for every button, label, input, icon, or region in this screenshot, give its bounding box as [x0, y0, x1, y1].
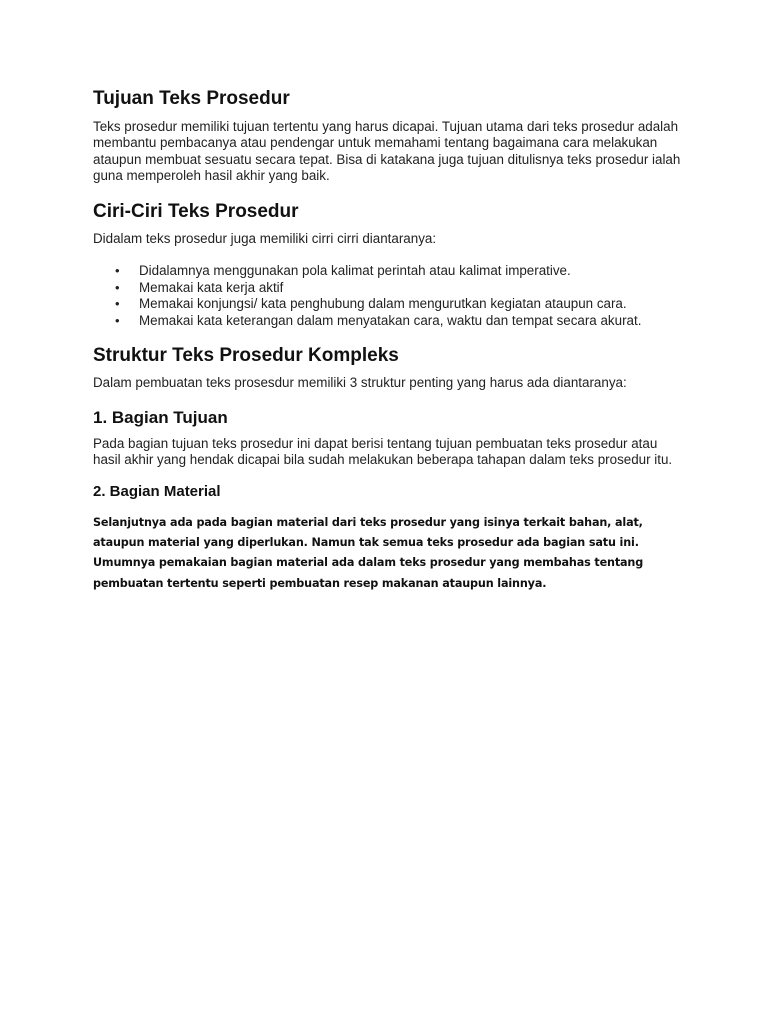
- paragraph-bagian-tujuan: Pada bagian tujuan teks prosedur ini dapat berisi tentang tujuan pembuatan teks prosedur atau hasil akhir yang hendak dicapai bila sudah melakukan beberapa tahapan dalam teks prosedur itu.: [93, 435, 673, 468]
- list-item: • Memakai konjungsi/ kata penghubung dalam mengurutkan kegiatan ataupun cara.: [139, 296, 683, 313]
- list-item: • Didalamnya menggunakan pola kalimat perintah atau kalimat imperative.: [139, 263, 683, 280]
- paragraph-struktur: Dalam pembuatan teks prosesdur memiliki 3 struktur penting yang harus ada diantaranya:: [93, 375, 627, 391]
- heading-bagian-material: 2. Bagian Material: [93, 482, 221, 500]
- heading-bagian-tujuan: 1. Bagian Tujuan: [93, 407, 228, 427]
- list-item: • Memakai kata keterangan dalam menyatakan cara, waktu dan tempat secara akurat.: [139, 313, 683, 330]
- paragraph-ciri-intro: Didalam teks prosedur juga memiliki cirri cirri diantaranya:: [93, 230, 437, 246]
- paragraph-bagian-material: Selanjutnya ada pada bagian material dari teks prosedur yang isinya terkait bahan, alat, ataupun material yang diperlukan. Namun tak semua teks prosedur ada bagian satu ini. Umumnya pemakaian bagian material ada dalam teks prosedur yang membahas tentang pembuatan tertentu seperti pembuatan resep makanan ataupun lainnya.: [93, 515, 644, 590]
- heading-struktur: Struktur Teks Prosedur Kompleks: [93, 345, 399, 367]
- list-item: • Memakai kata kerja aktif: [139, 280, 683, 297]
- ciri-list: [93, 263, 683, 329]
- heading-tujuan: Tujuan Teks Prosedur: [93, 88, 290, 109]
- paragraph-tujuan: Teks prosedur memiliki tujuan tertentu yang harus dicapai. Tujuan utama dari teks prosedur adalah membantu pembacanya atau pendengar untuk memahami tentang bagaimana cara melakukan ataupun membuat sesuatu secara tepat. Bisa di katakana juga tujuan ditulisnya teks prosedur ialah guna memperoleh hasil akhir yang baik.: [93, 119, 681, 184]
- heading-ciri: Ciri-Ciri Teks Prosedur: [93, 200, 299, 222]
- document-page: [93, 86, 683, 594]
